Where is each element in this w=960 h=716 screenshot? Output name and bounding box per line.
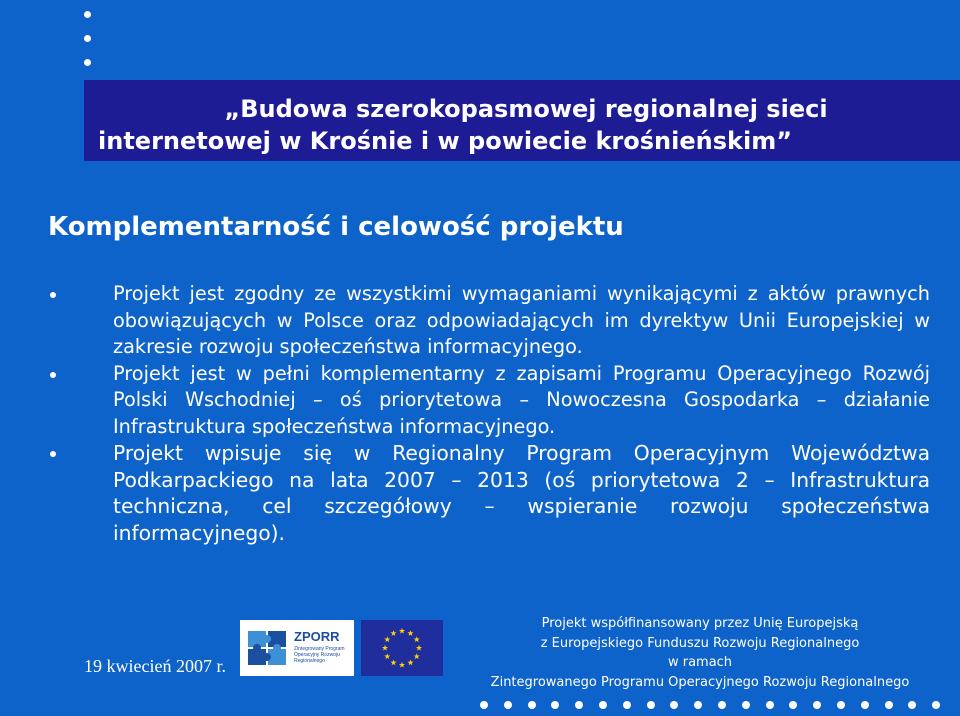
zporr-logo-caption: Zintegrowany Program Operacyjny Rozwoju Regionalnego [294, 646, 345, 664]
bullet-dot [50, 451, 56, 457]
decorative-dot [84, 59, 91, 66]
funding-note [470, 614, 930, 692]
slide-title-line-1: „Budowa szerokopasmowej regionalnej sieci [224, 95, 828, 123]
funding-line: w ramach [667, 655, 733, 670]
decorative-dot [718, 701, 726, 709]
decorative-dot [742, 701, 750, 709]
slide-title-line-2: internetowej w Krośnie i w powiecie krośnieńskim” [98, 127, 792, 155]
decorative-dot [932, 701, 940, 709]
funding-line: Zintegrowanego Programu Operacyjnego Rozwoju Regionalnego [490, 674, 910, 690]
slide-subtitle: Komplementarność i celowość projektu [48, 212, 624, 242]
funding-line: z Europejskiego Funduszu Rozwoju Regionalnego [540, 635, 860, 651]
slide-date: 19 kwiecień 2007 r. [84, 656, 226, 676]
decorative-dot [789, 701, 797, 709]
bullet-dot [50, 372, 56, 378]
bullet-item [50, 440, 930, 546]
decorative-dot [551, 701, 559, 709]
bullet-item [50, 281, 930, 361]
decorative-dot [766, 701, 774, 709]
zporr-logo [240, 620, 354, 676]
bullet-list [50, 281, 930, 546]
decorative-dot [84, 35, 91, 42]
decorative-dot [575, 701, 583, 709]
decorative-dot [837, 701, 845, 709]
title-band [84, 80, 960, 161]
decorative-dot [908, 701, 916, 709]
eu-flag-icon [361, 620, 443, 676]
bullet-text: Projekt jest w pełni komplementarny z zapisami Programu Operacyjnego Rozwój Polski Wschodniej – oś priorytetowa – Nowoczesna Gospodarka – działanie Infrastruktura społeczeństwa informacyjnego. [113, 361, 930, 438]
bullet-text: Projekt jest zgodny ze wszystkimi wymaganiami wynikającymi z aktów prawnych obowiązujących w Polsce oraz odpowiadających im dyrektyw Unii Europejskiej w zakresie rozwoju społeczeństwa informacyjnego. [113, 282, 930, 358]
decorative-dot [647, 701, 655, 709]
bullet-text: Projekt wpisuje się w Regionalny Program Operacyjnym Województwa Podkarpackiego na lata 2007 – 2013 (oś priorytetowa 2 – Infrastruktura techniczna, cel szczegółowy – wspieranie rozwoju społeczeństwa informacyjnego). [113, 441, 930, 545]
decorative-dot [528, 701, 536, 709]
decorative-dot [861, 701, 869, 709]
funding-line: Projekt współfinansowany przez Unię Europejską [541, 616, 859, 631]
decorative-dot [885, 701, 893, 709]
decorative-dot [480, 701, 488, 709]
decorative-dot [504, 701, 512, 709]
top-decorative-dots [84, 11, 91, 83]
decorative-dot [623, 701, 631, 709]
bottom-decorative-dots [480, 701, 940, 709]
decorative-dot [84, 11, 91, 18]
decorative-dot [670, 701, 678, 709]
decorative-dot [813, 701, 821, 709]
decorative-dot [599, 701, 607, 709]
bullet-dot [50, 292, 56, 298]
zporr-logo-name: ZPORR [294, 629, 340, 644]
decorative-dot [694, 701, 702, 709]
zporr-puzzle-icon [246, 625, 290, 671]
bullet-item [50, 361, 930, 441]
